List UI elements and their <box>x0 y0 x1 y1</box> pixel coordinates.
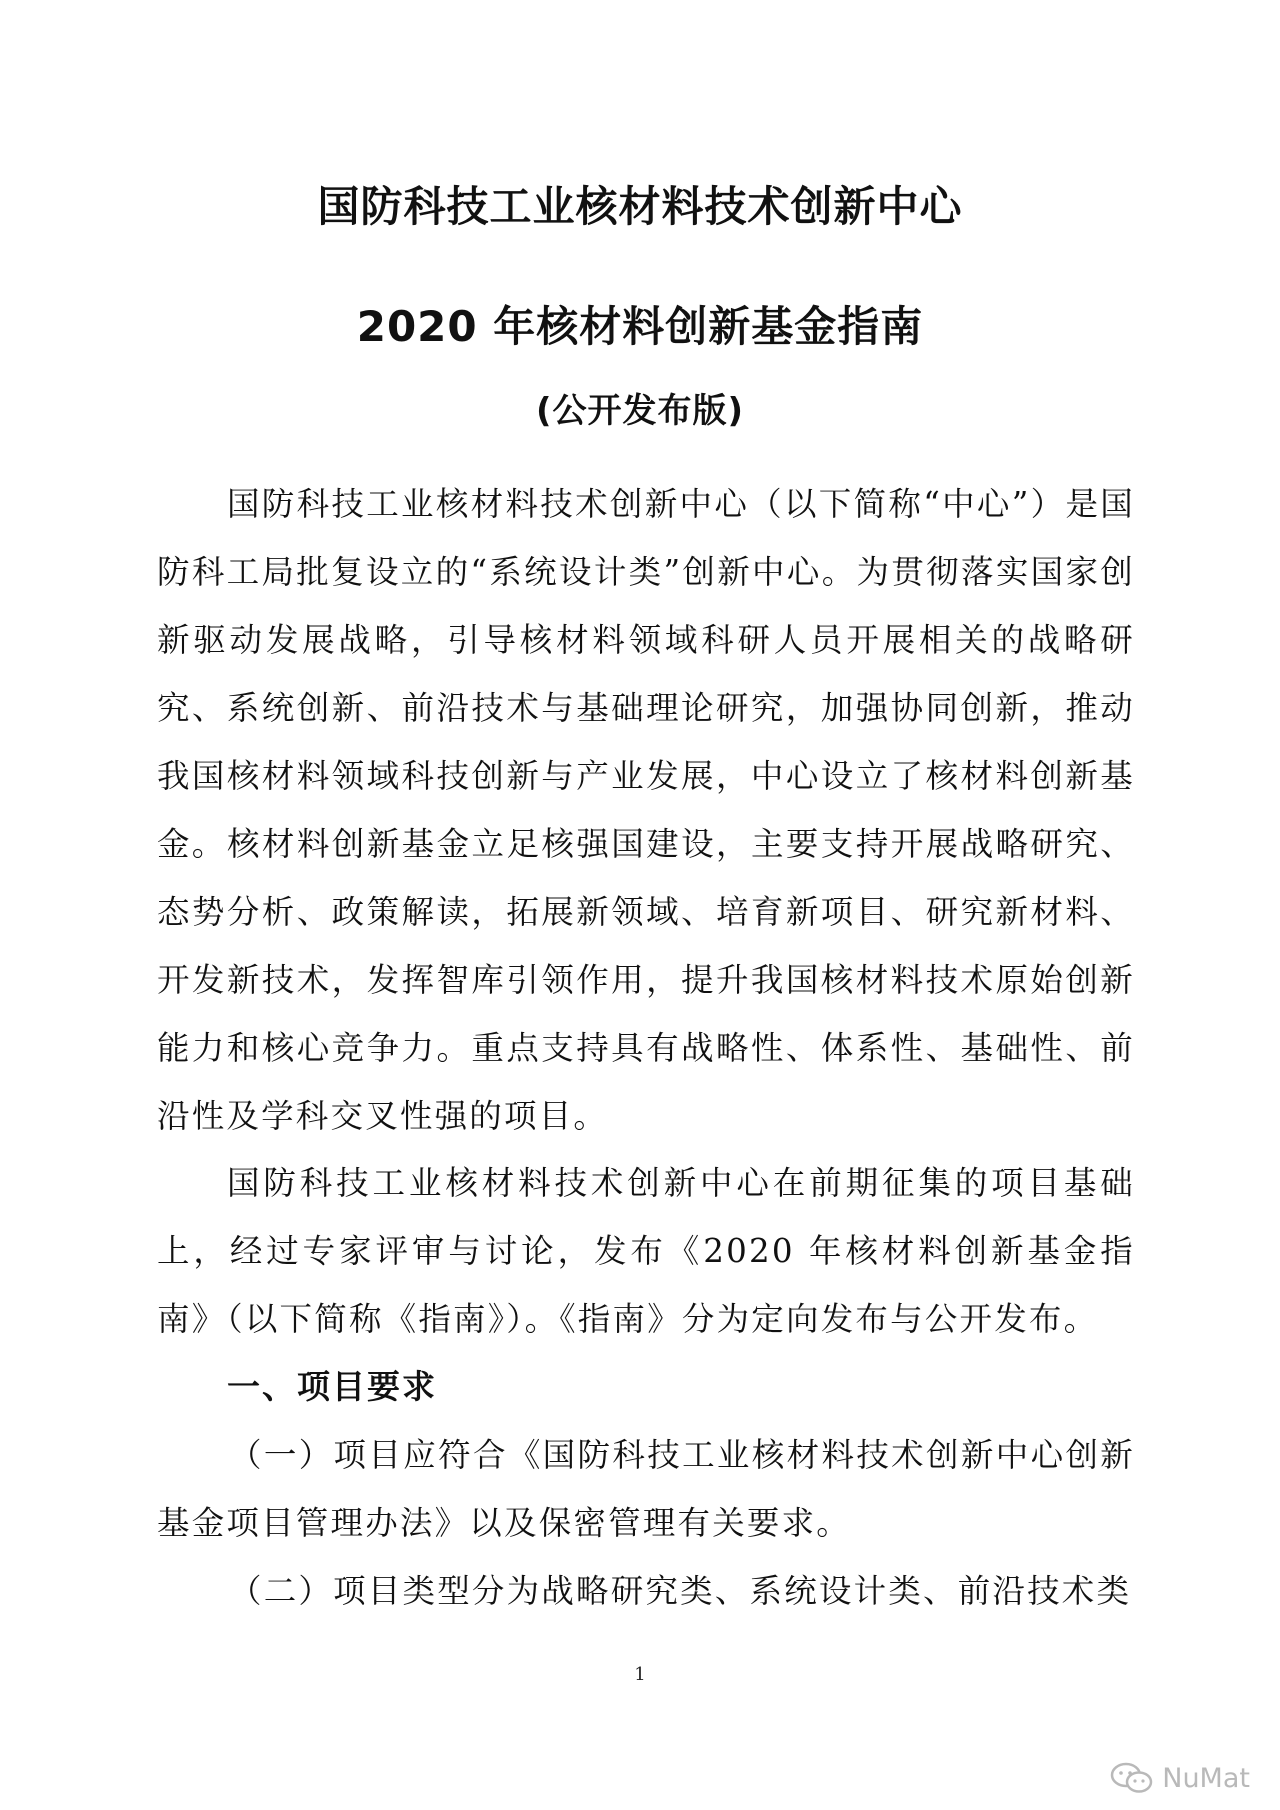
paragraph-fund-scope: 核材料创新基金立足核强国建设，主要支持开展战略研究、态势分析、政策解读，拓展新领域、培育新项目、研究新材料、开发新技术，发挥智库引领作用，提升我国核材料技术原始创新能力和核心竞争力。重点支持具有战略性、体系性、基础性、前沿性及学科交叉性强的项目。 <box>157 825 1135 1135</box>
paragraph-guide-release: 国防科技工业核材料技术创新中心在前期征集的项目基础上，经过专家评审与讨论，发布《2020 年核材料创新基金指南》（以下简称《指南》）。《指南》分为定向发布与公开发布。 <box>157 1164 1135 1338</box>
watermark-text: NuMat <box>1162 1762 1250 1794</box>
document-title-line1: 国防科技工业核材料技术创新中心 <box>317 182 963 231</box>
requirement-item-1: （一）项目应符合《国防科技工业核材料技术创新中心创新基金项目管理办法》以及保密管理有关要求。 <box>157 1436 1135 1542</box>
document-title-line2: 2020 年核材料创新基金指南 <box>356 302 924 351</box>
document-subtitle: (公开发布版) <box>535 391 745 431</box>
watermark <box>1110 1762 1250 1794</box>
wechat-icon <box>1110 1762 1154 1794</box>
page-number: 1 <box>634 1664 646 1685</box>
requirement-item-2: （二）项目类型分为战略研究类、系统设计类、前沿技术类 <box>229 1572 1132 1610</box>
section-heading-project-requirements: 一、项目要求 <box>227 1367 437 1406</box>
paragraph-intro: 国防科技工业核材料技术创新中心（以下简称“中心”）是国防科工局批复设立的“系统设计类”创新中心。为贯彻落实国家创新驱动发展战略，引导核材料领域科研人员开展相关的战略研究、系统创新、前沿技术与基础理论研究，加强协同创新，推动我国核材料领域科技创新与产业发展，中心设立了核材料创新基金。 <box>157 485 1135 863</box>
